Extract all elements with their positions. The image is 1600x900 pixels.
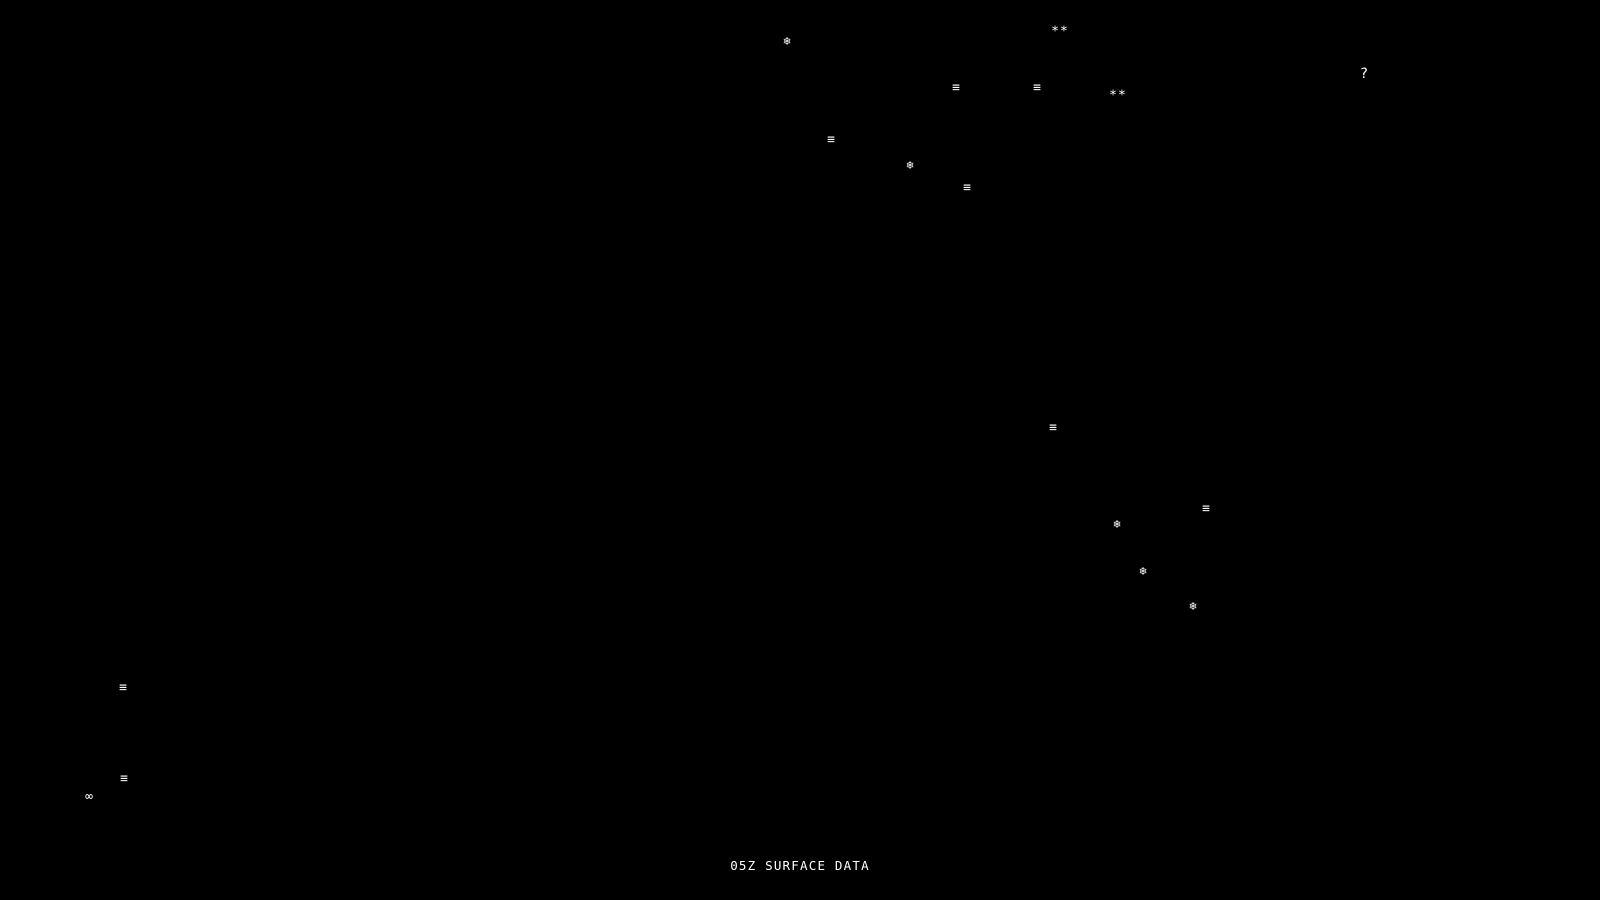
snow-symbol: ❄: [1139, 564, 1147, 578]
fog-symbol: ≡: [120, 771, 128, 787]
snow-symbol: ❄: [1189, 599, 1197, 613]
snow-star-pair-symbol: ∗∗: [1109, 85, 1127, 101]
fog-symbol: ≡: [119, 680, 127, 696]
snow-symbol: ❄: [906, 158, 914, 172]
map-caption: 05Z SURFACE DATA: [730, 858, 870, 873]
fog-symbol: ≡: [1033, 80, 1041, 96]
haze-symbol: ∞: [85, 789, 93, 805]
fog-symbol: ≡: [1202, 501, 1210, 517]
snow-symbol: ❄: [783, 34, 791, 48]
fog-symbol: ≡: [827, 132, 835, 148]
snow-symbol: ❄: [1113, 517, 1121, 531]
snow-star-pair-symbol: ∗∗: [1051, 21, 1069, 37]
unknown-symbol: ?: [1359, 66, 1369, 82]
fog-symbol: ≡: [952, 80, 960, 96]
fog-symbol: ≡: [963, 180, 971, 196]
fog-symbol: ≡: [1049, 420, 1057, 436]
